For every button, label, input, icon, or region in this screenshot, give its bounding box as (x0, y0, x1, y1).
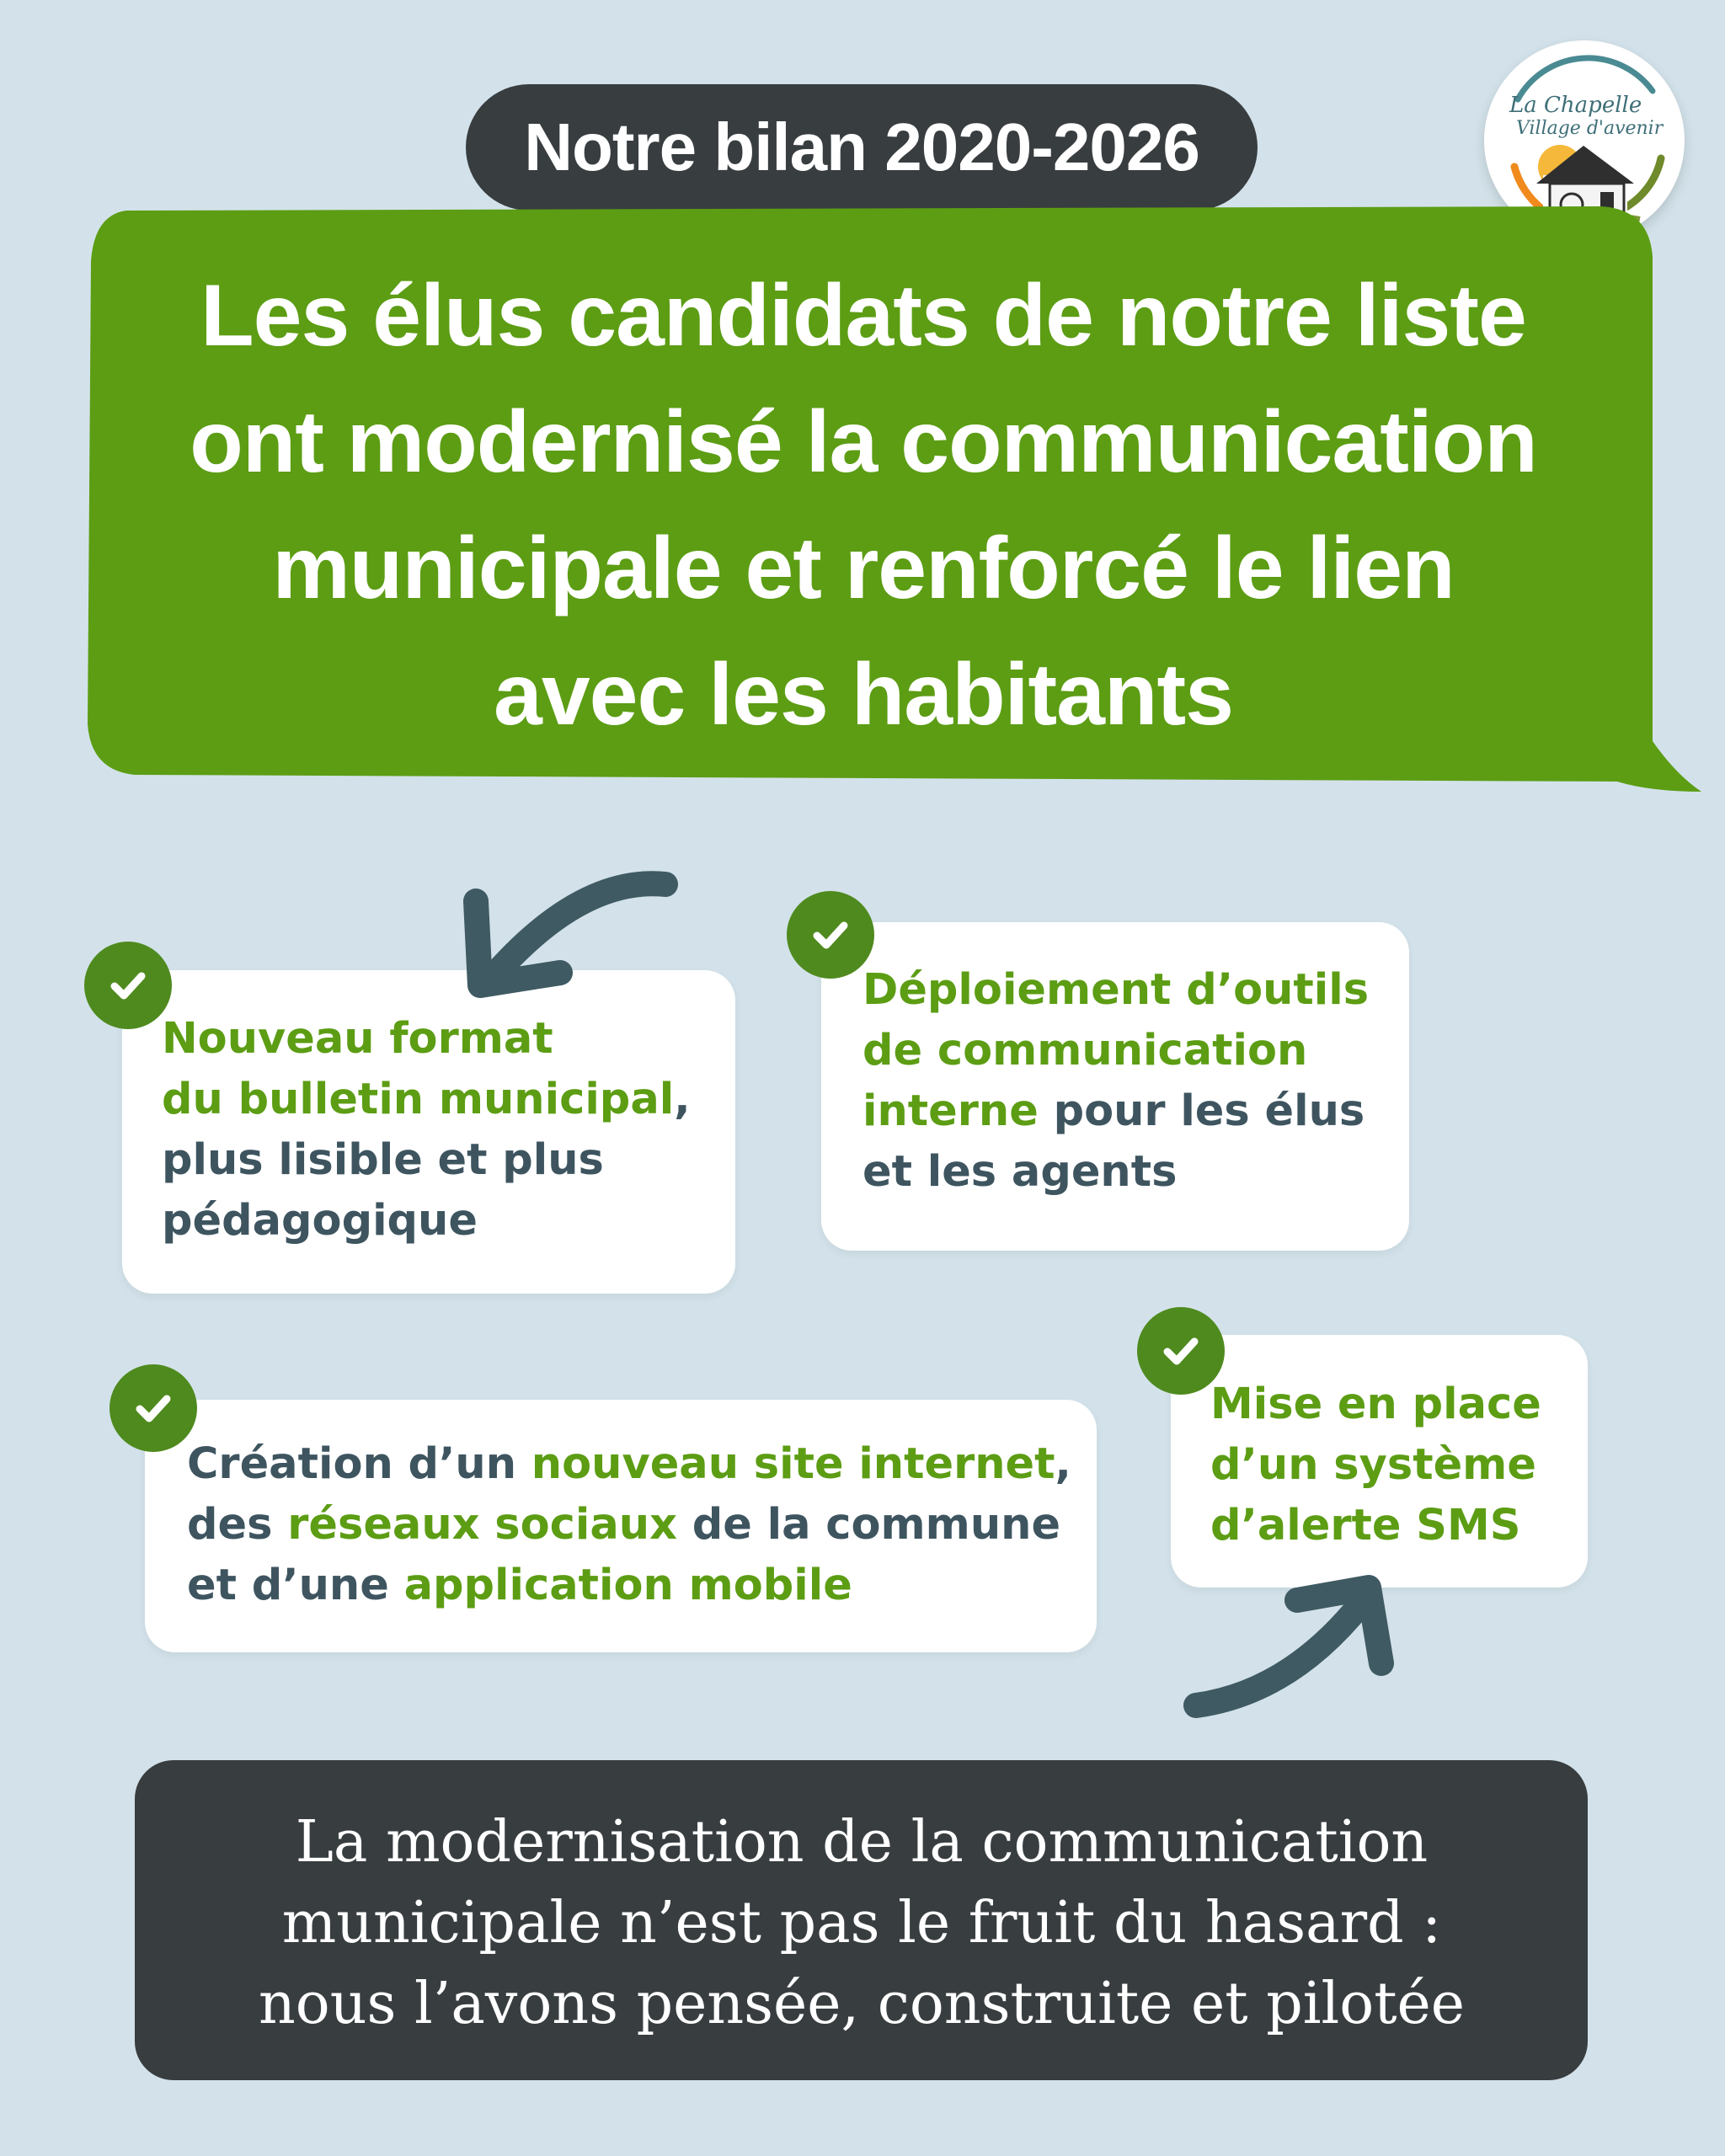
outils-line-2: de communication (862, 1026, 1308, 1075)
card-site-text (187, 1434, 1097, 1616)
checkmark-icon (104, 962, 152, 1009)
bulletin-line-4: pédagogique (162, 1196, 478, 1246)
bulletin-line-3: plus lisible et plus (162, 1135, 604, 1185)
outils-line-3-highlight: interne (862, 1086, 1039, 1136)
checkmark-icon (1157, 1327, 1204, 1374)
card-bulletin-text (162, 1009, 718, 1251)
site-line-1-comma: , (1055, 1439, 1071, 1489)
checkmark-icon (807, 911, 854, 958)
headline-line-1: Les élus candidats de notre liste (200, 267, 1526, 365)
conclusion-text (160, 1802, 1563, 2045)
site-line-2-a: des (187, 1500, 288, 1550)
site-line-1-a: Création d’un (187, 1439, 531, 1489)
site-line-2-c: de la commune (677, 1500, 1061, 1550)
curved-arrow-icon (1196, 1588, 1381, 1705)
sms-line-3: d’alerte SMS (1210, 1501, 1521, 1550)
site-line-2-highlight: réseaux sociaux (287, 1500, 678, 1550)
site-line-3-highlight: application mobile (403, 1561, 852, 1610)
logo-text-line-2: Village d'avenir (1516, 118, 1664, 139)
conclusion-line-3: nous l’avons pensée, construite et pilotée (258, 1971, 1466, 2037)
conclusion-line-2: municipale n’est pas le fruit du hasard : (281, 1890, 1442, 1956)
bulletin-line-2-comma: , (674, 1075, 691, 1124)
headline-line-4: avec les habitants (494, 646, 1233, 744)
bulletin-line-2-highlight: du bulletin municipal (162, 1075, 675, 1124)
card-sms-text (1210, 1374, 1581, 1556)
headline-text (109, 253, 1617, 758)
outils-line-1: Déploiement d’outils (862, 965, 1370, 1015)
check-badge-site (109, 1364, 197, 1452)
headline-line-3: municipale et renforcé le lien (272, 520, 1455, 617)
site-line-3-a: et d’une (187, 1561, 404, 1610)
outils-line-3-rest: pour les élus (1038, 1086, 1365, 1136)
page-title: Notre bilan 2020-2026 (524, 109, 1199, 184)
conclusion-line-1: La modernisation de la communication (295, 1809, 1429, 1876)
logo-text-line-1: La Chapelle (1509, 93, 1642, 118)
check-badge-bulletin (84, 942, 172, 1029)
sms-line-1: Mise en place (1210, 1380, 1541, 1429)
card-outils-text (862, 960, 1402, 1203)
check-badge-outils (787, 891, 874, 979)
headline-line-2: ont modernisé la communication (190, 393, 1537, 491)
bulletin-line-1: Nouveau format (162, 1014, 553, 1064)
sms-line-2: d’un système (1210, 1440, 1536, 1490)
checkmark-icon (130, 1385, 177, 1432)
site-line-1-highlight: nouveau site internet (531, 1439, 1055, 1489)
outils-line-4: et les agents (862, 1147, 1178, 1197)
